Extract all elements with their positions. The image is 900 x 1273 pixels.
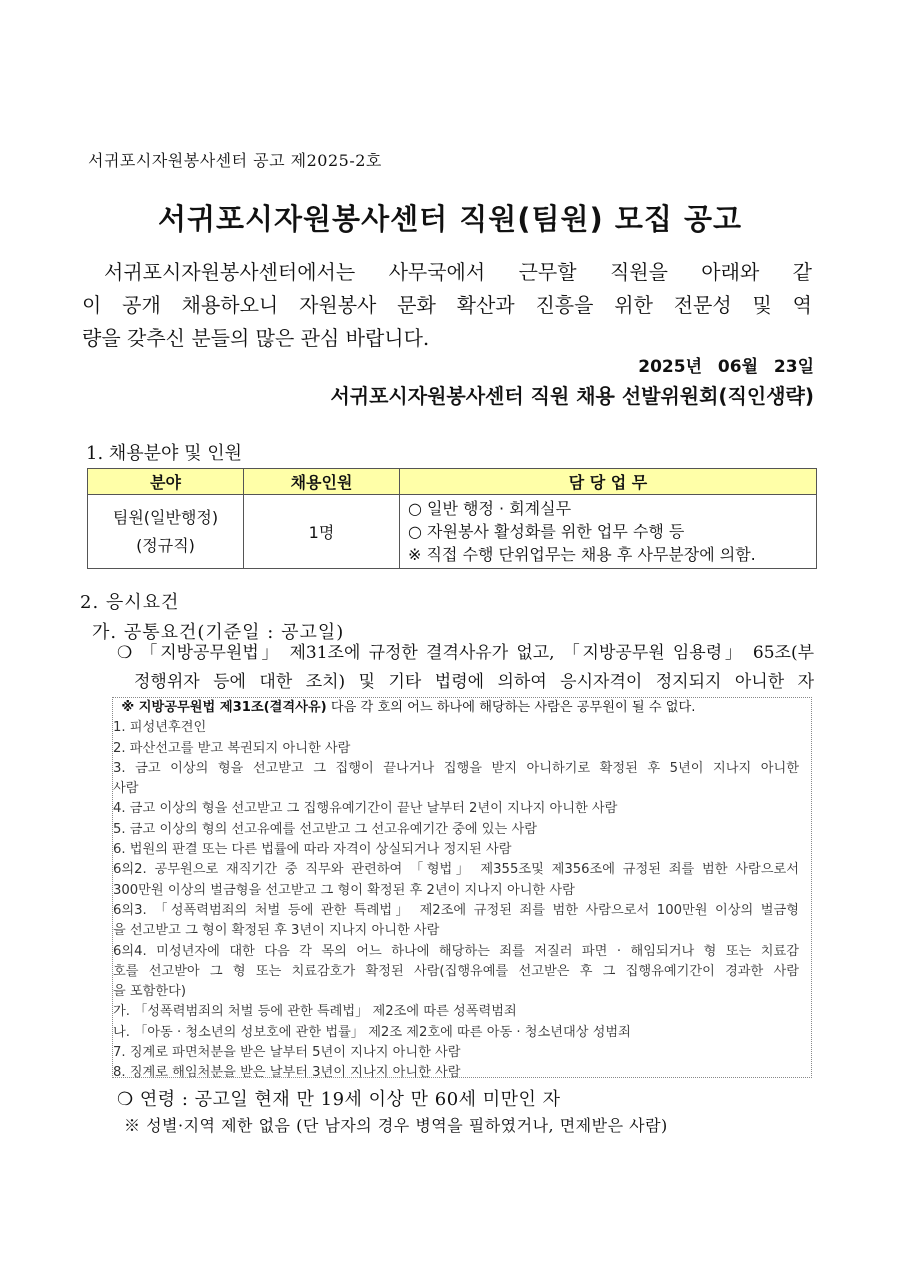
list-item: 나. 「아동 · 청소년의 성보호에 관한 법률」 제2조 제2호에 따른 아동 · 청소년대상 성범죄 [113,1024,631,1040]
requirement-paragraph [117,639,814,697]
requirement-line: ❍ 「지방공무원법」 제31조에 규정한 결격사유가 없고, 「지방공무원 임용령」 65조(부 [117,643,814,663]
page-title: 서귀포시자원봉사센터 직원(팀원) 모집 공고 [157,202,743,236]
count-cell: 1명 [244,495,400,569]
list-item: 을 포함한다) [113,984,187,1000]
list-item: 5. 금고 이상의 형의 선고유예를 선고받고 그 선고유예기간 중에 있는 사람 [113,821,537,837]
disqualification-box [112,697,812,1081]
list-item: 을 선고받고 그 형이 확정된 후 3년이 지나지 아니한 사람 [113,923,440,939]
duty-line: ○ 일반 행정 · 회계실무 [408,499,572,518]
section-2-heading: 2. 응시요건 [80,592,180,613]
list-item: 4. 금고 이상의 형을 선고받고 그 집행유예기간이 끝난 날부터 2년이 지나지 아니한 사람 [113,801,618,817]
list-item: 3. 금고 이상의 형을 선고받고 그 집행이 끝나거나 집행을 받지 아니하기로 확정된 후 5년이 지나지 아니한 [113,760,799,776]
list-item: 8. 징계로 해임처분을 받은 날부터 3년이 지나지 아니한 사람 [113,1065,461,1081]
notice-number: 서귀포시자원봉사센터 공고 제2025-2호 [88,151,382,170]
notice-date: 2025년 06월 23일 [638,357,814,377]
age-requirement: ❍ 연령 : 공고일 현재 만 19세 이상 만 60세 미만인 자 [117,1089,561,1110]
list-item: 6의4. 미성년자에 대한 다음 각 목의 어느 하나에 해당하는 죄를 저질러 파면 · 해임되거나 형 또는 치료감 [113,943,799,959]
intro-paragraph [82,256,812,355]
disqualification-heading-text: 다음 각 호의 어느 하나에 해당하는 사람은 공무원이 될 수 없다. [326,700,696,715]
column-header: 담 당 업 무 [400,469,817,495]
list-item: 호를 선고받아 그 형 또는 치료감호가 확정된 사람(집행유예를 선고받은 후 그 집행유예기간이 경과한 사람 [113,963,799,979]
intro-line: 서귀포시자원봉사센터에서는 사무국에서 근무할 직원을 아래와 같 [104,260,812,284]
table-row [88,495,817,569]
field-line: (정규직) [136,535,195,555]
duty-line: ○ 자원봉사 활성화를 위한 업무 수행 등 [408,522,685,541]
list-item: 사람 [113,781,139,797]
list-item: 2. 파산선고를 받고 복권되지 아니한 사람 [113,740,351,756]
recruitment-table [87,468,817,569]
list-item: 7. 징계로 파면처분을 받은 날부터 5년이 지나지 아니한 사람 [113,1045,461,1061]
list-item: 6. 법원의 판결 또는 다른 법률에 따라 자격이 상실되거나 정지된 사람 [113,842,512,858]
disqualification-heading-bold: ※ 지방공무원법 제31조(결격사유) [121,700,327,715]
column-header: 채용인원 [244,469,400,495]
field-line: 팀원(일반행정) [112,507,219,527]
requirement-line: 정행위자 등에 대한 조치) 및 기타 법령에 의하여 응시자격이 정지되지 아니한 자 [134,672,814,692]
common-requirements-heading: 가. 공통요건(기준일 : 공고일) [92,622,345,643]
intro-line: 량을 갖추신 분들의 많은 관심 바랍니다. [82,326,430,350]
section-1-heading: 1. 채용분야 및 인원 [86,443,243,464]
intro-line: 이 공개 채용하오니 자원봉사 문화 확산과 진흥을 위한 전문성 및 역 [82,293,812,317]
gender-region-note: ※ 성별·지역 제한 없음 (단 남자의 경우 병역을 필하였거나, 면제받은 사람) [124,1116,668,1135]
column-header: 분야 [88,469,244,495]
table-header-row [88,469,817,495]
list-item: 6의2. 공무원으로 재직기간 중 직무와 관련하여 「형법」 제355조및 제356조에 규정된 죄를 범한 사람으로서 [113,862,799,878]
list-item: 6의3. 「성폭력범죄의 처벌 등에 관한 특례법」 제2조에 규정된 죄를 범한 사람으로서 100만원 이상의 벌금형 [113,902,799,918]
disqualification-heading [113,698,799,718]
duty-line: ※ 직접 수행 단위업무는 채용 후 사무분장에 의함. [408,545,756,564]
committee-name: 서귀포시자원봉사센터 직원 채용 선발위원회(직인생략) [330,384,814,408]
field-cell [88,495,244,569]
list-item: 가. 「성폭력범죄의 처벌 등에 관한 특례법」 제2조에 따른 성폭력범죄 [113,1004,517,1020]
list-item: 300만원 이상의 벌금형을 선고받고 그 형이 확정된 후 2년이 지나지 아니한 사람 [113,882,575,898]
list-item: 1. 피성년후견인 [113,720,207,736]
duty-cell [400,495,817,569]
